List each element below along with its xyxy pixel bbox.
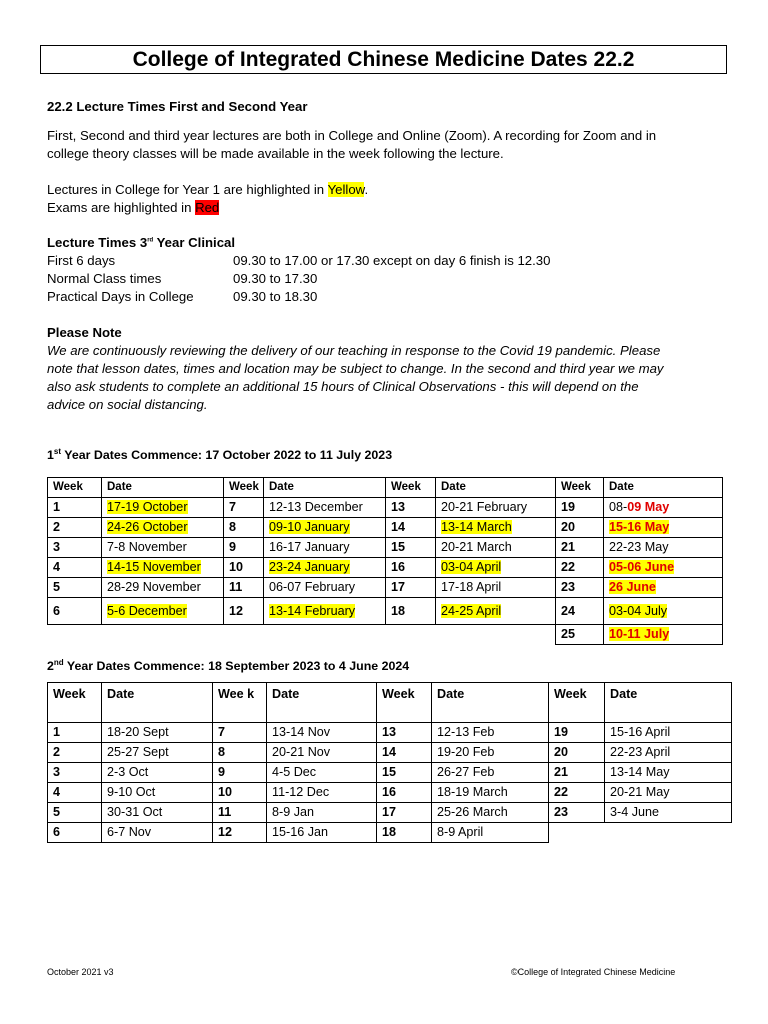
intro-line: college theory classes will be made available in the week following the lecture. xyxy=(47,146,504,161)
week-number-cell: 7 xyxy=(213,723,267,743)
week-number-cell: 19 xyxy=(556,498,604,518)
time-value: 09.30 to 17.30 xyxy=(233,271,318,286)
date-cell xyxy=(605,803,732,823)
legend-text: Lectures in College for Year 1 are highlighted in xyxy=(47,182,328,197)
date-cell xyxy=(436,578,556,598)
column-header-week: Week xyxy=(224,478,264,498)
date-text: 15-16 Jan xyxy=(272,825,329,839)
date-cell xyxy=(436,538,556,558)
date-text: 20-21 February xyxy=(441,500,528,514)
date-text: 09-10 January xyxy=(269,520,350,534)
date-text: 11-12 Dec xyxy=(272,785,330,799)
time-label: First 6 days xyxy=(47,253,116,268)
week-number-cell: 5 xyxy=(48,803,102,823)
note-line: note that lesson dates, times and location may be subject to change. In the second and third year we may xyxy=(47,361,664,376)
week-number-cell: 6 xyxy=(48,598,102,625)
table-header-row xyxy=(48,478,723,498)
date-cell xyxy=(102,538,224,558)
empty-cell xyxy=(549,823,605,843)
date-text: 8-9 Jan xyxy=(272,805,315,819)
date-cell xyxy=(605,723,732,743)
red-legend-line xyxy=(47,199,368,217)
date-text: 20-21 Nov xyxy=(272,745,331,759)
clinical-heading-text: Lecture Times 3 xyxy=(47,235,148,250)
date-text: 13-14 Nov xyxy=(272,725,331,739)
table-row xyxy=(48,803,732,823)
week-number-cell: 11 xyxy=(224,578,264,598)
date-cell xyxy=(102,763,213,783)
year2-dates-table xyxy=(47,682,732,843)
time-label: Normal Class times xyxy=(47,271,162,286)
table-row xyxy=(48,783,732,803)
note-line: also ask students to complete an additional 15 hours of Clinical Observations - this will depend on the xyxy=(47,379,639,394)
week-number-cell: 12 xyxy=(213,823,267,843)
date-text: 22-23 May xyxy=(609,540,669,554)
table-row xyxy=(48,578,723,598)
date-cell xyxy=(432,783,549,803)
table-row xyxy=(48,518,723,538)
please-note xyxy=(47,324,664,414)
lecture-times-heading: 22.2 Lecture Times First and Second Year xyxy=(47,99,308,114)
week-number-cell: 22 xyxy=(556,558,604,578)
date-text: 24-25 April xyxy=(441,604,502,618)
date-text: 9-10 Oct xyxy=(107,785,156,799)
date-cell xyxy=(604,538,723,558)
table-row xyxy=(48,538,723,558)
week-number-cell: 18 xyxy=(386,598,436,625)
week-number-cell: 23 xyxy=(556,578,604,598)
date-cell xyxy=(102,518,224,538)
table-row xyxy=(48,558,723,578)
date-cell xyxy=(267,763,377,783)
date-cell xyxy=(436,518,556,538)
week-number-cell: 13 xyxy=(377,723,432,743)
date-text: 25-27 Sept xyxy=(107,745,169,759)
date-text: 23-24 January xyxy=(269,560,350,574)
week-number-cell: 9 xyxy=(213,763,267,783)
column-header-date: Date xyxy=(432,683,549,723)
date-cell xyxy=(267,803,377,823)
date-cell xyxy=(102,743,213,763)
date-text: 25-26 March xyxy=(437,805,508,819)
week-number-cell: 10 xyxy=(213,783,267,803)
table-header-row xyxy=(48,683,732,723)
week-number-cell: 7 xyxy=(224,498,264,518)
date-cell xyxy=(102,558,224,578)
week-number-cell: 2 xyxy=(48,743,102,763)
column-header-week: Week xyxy=(556,478,604,498)
column-header-date: Date xyxy=(264,478,386,498)
date-cell xyxy=(604,518,723,538)
week-number-cell: 1 xyxy=(48,498,102,518)
date-text: 22-23 April xyxy=(610,745,671,759)
date-text: 17-19 October xyxy=(107,500,188,514)
date-cell xyxy=(604,498,723,518)
date-cell xyxy=(604,598,723,625)
week-number-cell: 11 xyxy=(213,803,267,823)
date-text: 18-19 March xyxy=(437,785,508,799)
date-text: 8-9 April xyxy=(437,825,484,839)
date-text: 20-21 March xyxy=(441,540,512,554)
date-text: 12-13 December xyxy=(269,500,363,514)
year1-dates-table xyxy=(47,477,723,645)
date-cell xyxy=(102,578,224,598)
date-cell xyxy=(264,598,386,625)
year2-heading-num: 2 xyxy=(47,659,54,673)
column-header-week: Week xyxy=(386,478,436,498)
date-cell xyxy=(264,558,386,578)
date-cell xyxy=(604,625,723,645)
red-swatch-word: Red xyxy=(195,200,220,215)
week-number-cell: 2 xyxy=(48,518,102,538)
date-cell xyxy=(605,743,732,763)
week-number-cell: 17 xyxy=(377,803,432,823)
column-header-week: Week xyxy=(48,478,102,498)
date-cell xyxy=(102,498,224,518)
date-cell xyxy=(264,538,386,558)
week-number-cell: 22 xyxy=(549,783,605,803)
date-text: 13-14 March xyxy=(441,520,512,534)
column-header-week: Week xyxy=(549,683,605,723)
date-cell xyxy=(264,578,386,598)
date-text: 18-20 Sept xyxy=(107,725,169,739)
column-header-week: Wee k xyxy=(213,683,267,723)
column-header-date: Date xyxy=(436,478,556,498)
week-number-cell: 20 xyxy=(549,743,605,763)
table-row xyxy=(48,498,723,518)
date-cell xyxy=(267,743,377,763)
date-cell xyxy=(436,558,556,578)
date-cell xyxy=(432,803,549,823)
date-cell xyxy=(605,783,732,803)
year2-heading-text: Year Dates Commence: 18 September 2023 to 4 June 2024 xyxy=(63,659,410,673)
clinical-heading xyxy=(47,234,550,252)
exam-date-text: 05-06 June xyxy=(609,560,675,574)
week-number-cell: 18 xyxy=(377,823,432,843)
date-cell xyxy=(102,783,213,803)
date-cell xyxy=(267,783,377,803)
yellow-swatch-word: Yellow xyxy=(327,182,365,197)
week-number-cell: 10 xyxy=(224,558,264,578)
week-number-cell: 4 xyxy=(48,558,102,578)
empty-cell xyxy=(264,625,386,645)
exam-date-text: 09 May xyxy=(627,500,670,514)
date-cell xyxy=(102,598,224,625)
empty-cell xyxy=(436,625,556,645)
date-text: 14-15 November xyxy=(107,560,201,574)
date-cell xyxy=(264,498,386,518)
empty-cell xyxy=(224,625,264,645)
column-header-date: Date xyxy=(102,478,224,498)
week-number-cell: 19 xyxy=(549,723,605,743)
date-text: 20-21 May xyxy=(610,785,670,799)
date-text: 30-31 Oct xyxy=(107,805,163,819)
date-cell xyxy=(102,723,213,743)
date-cell xyxy=(432,823,549,843)
time-value: 09.30 to 17.00 or 17.30 except on day 6 finish is 12.30 xyxy=(233,253,551,268)
week-number-cell: 16 xyxy=(386,558,436,578)
date-cell xyxy=(267,823,377,843)
date-cell xyxy=(604,578,723,598)
column-header-week: Week xyxy=(377,683,432,723)
week-number-cell: 1 xyxy=(48,723,102,743)
date-text: 28-29 November xyxy=(107,580,201,594)
year1-heading xyxy=(47,446,392,464)
date-cell xyxy=(267,723,377,743)
week-number-cell: 21 xyxy=(549,763,605,783)
date-cell xyxy=(102,803,213,823)
week-number-cell: 3 xyxy=(48,538,102,558)
yellow-legend-line xyxy=(47,181,368,199)
week-number-cell: 13 xyxy=(386,498,436,518)
week-number-cell: 14 xyxy=(377,743,432,763)
exam-date-text: 10-11 July xyxy=(609,627,670,641)
date-cell xyxy=(264,518,386,538)
date-cell xyxy=(432,723,549,743)
week-number-cell: 14 xyxy=(386,518,436,538)
date-cell xyxy=(436,498,556,518)
date-text: 13-14 May xyxy=(610,765,670,779)
footer-copyright: ©College of Integrated Chinese Medicine xyxy=(511,967,676,977)
date-text: 15-16 April xyxy=(610,725,671,739)
date-cell xyxy=(605,763,732,783)
column-header-week: Week xyxy=(48,683,102,723)
time-label: Practical Days in College xyxy=(47,289,194,304)
intro-paragraph xyxy=(47,127,656,163)
date-cell xyxy=(436,598,556,625)
date-text: 06-07 February xyxy=(269,580,356,594)
empty-cell xyxy=(386,625,436,645)
year1-heading-sup: st xyxy=(53,446,62,456)
note-line: We are continuously reviewing the delivery of our teaching in response to the Covid 19 pandemic. Please xyxy=(47,343,661,358)
time-value: 09.30 to 18.30 xyxy=(233,289,318,304)
time-row xyxy=(47,288,550,306)
date-text: 24-26 October xyxy=(107,520,188,534)
week-number-cell: 20 xyxy=(556,518,604,538)
clinical-heading-text: Year Clinical xyxy=(153,235,236,250)
note-heading: Please Note xyxy=(47,325,122,340)
note-line: advice on social distancing. xyxy=(47,397,208,412)
table-row xyxy=(48,763,732,783)
date-text: 08- xyxy=(609,500,628,514)
table-row xyxy=(48,598,723,625)
table-row xyxy=(48,743,732,763)
week-number-cell: 15 xyxy=(377,763,432,783)
clinical-times xyxy=(47,234,550,306)
footer-version: October 2021 v3 xyxy=(47,967,114,977)
week-number-cell: 6 xyxy=(48,823,102,843)
year2-heading-sup: nd xyxy=(53,657,64,667)
date-text: 12-13 Feb xyxy=(437,725,495,739)
week-number-cell: 21 xyxy=(556,538,604,558)
column-header-date: Date xyxy=(102,683,213,723)
date-text: 6-7 Nov xyxy=(107,825,152,839)
table-row xyxy=(48,823,732,843)
column-header-date: Date xyxy=(605,683,732,723)
week-number-cell: 4 xyxy=(48,783,102,803)
legend-text: . xyxy=(364,182,369,197)
week-number-cell: 25 xyxy=(556,625,604,645)
empty-cell xyxy=(605,823,732,843)
highlight-legend xyxy=(47,181,368,217)
date-text: 03-04 April xyxy=(441,560,502,574)
date-text: 17-18 April xyxy=(441,580,502,594)
clinical-heading-sup: rd xyxy=(147,237,154,244)
legend-text: Exams are highlighted in xyxy=(47,200,196,215)
exam-date-text: 26 June xyxy=(609,580,656,594)
table-row xyxy=(48,723,732,743)
date-text: 4-5 Dec xyxy=(272,765,317,779)
date-cell xyxy=(432,763,549,783)
week-number-cell: 16 xyxy=(377,783,432,803)
week-number-cell: 17 xyxy=(386,578,436,598)
date-text: 03-04 July xyxy=(609,604,668,618)
date-cell xyxy=(102,823,213,843)
empty-cell xyxy=(102,625,224,645)
date-text: 3-4 June xyxy=(610,805,660,819)
week-number-cell: 5 xyxy=(48,578,102,598)
week-number-cell: 23 xyxy=(549,803,605,823)
intro-line: First, Second and third year lectures are both in College and Online (Zoom). A recording for Zoom and in xyxy=(47,128,657,143)
date-text: 16-17 January xyxy=(269,540,350,554)
week-number-cell: 24 xyxy=(556,598,604,625)
date-text: 5-6 December xyxy=(107,604,187,618)
column-header-date: Date xyxy=(267,683,377,723)
year2-heading xyxy=(47,657,409,675)
empty-cell xyxy=(48,625,102,645)
week-number-cell: 12 xyxy=(224,598,264,625)
date-text: 19-20 Feb xyxy=(437,745,495,759)
date-cell xyxy=(604,558,723,578)
week-number-cell: 9 xyxy=(224,538,264,558)
week-number-cell: 3 xyxy=(48,763,102,783)
week-number-cell: 8 xyxy=(224,518,264,538)
date-text: 26-27 Feb xyxy=(437,765,495,779)
column-header-date: Date xyxy=(604,478,723,498)
date-text: 13-14 February xyxy=(269,604,356,618)
time-row xyxy=(47,270,550,288)
date-cell xyxy=(432,743,549,763)
time-row xyxy=(47,252,550,270)
exam-date-text: 15-16 May xyxy=(609,520,670,534)
year1-heading-num: 1 xyxy=(47,448,54,462)
table-row xyxy=(48,625,723,645)
date-text: 7-8 November xyxy=(107,540,187,554)
week-number-cell: 15 xyxy=(386,538,436,558)
date-text: 2-3 Oct xyxy=(107,765,149,779)
page-title: College of Integrated Chinese Medicine Dates 22.2 xyxy=(40,45,727,74)
year1-heading-text: Year Dates Commence: 17 October 2022 to 11 July 2023 xyxy=(61,448,393,462)
week-number-cell: 8 xyxy=(213,743,267,763)
